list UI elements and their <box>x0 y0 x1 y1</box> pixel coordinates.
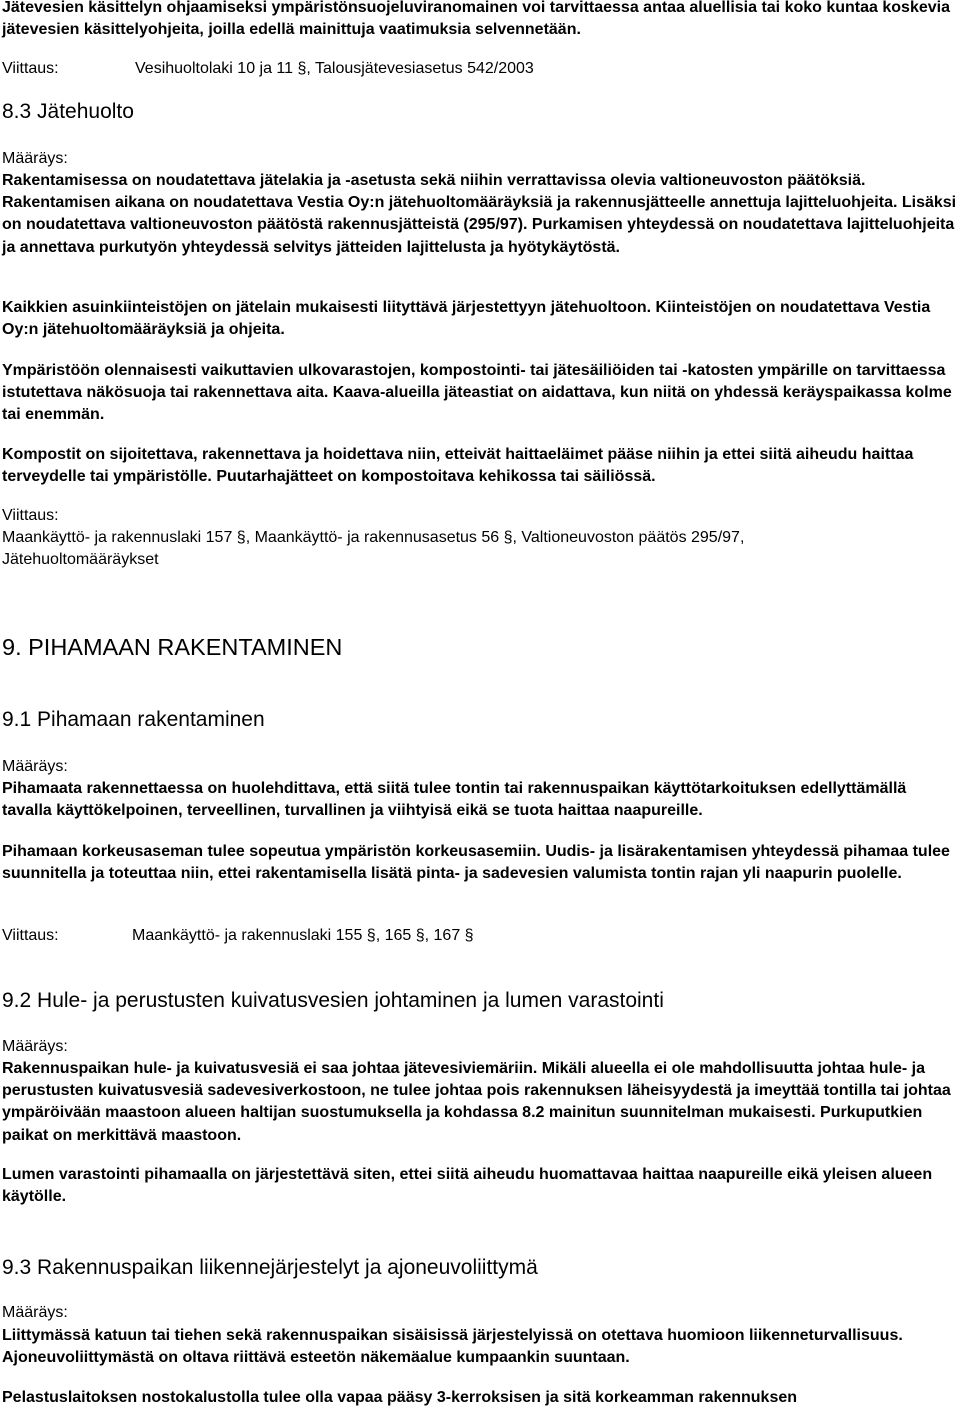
paragraph-text: Pihamaata rakennettaessa on huolehdittava, että siitä tulee tontin tai rakennuspaikan käyttötarkoituksen edellyttämällä tavalla käyttökelpoinen, terveellinen, turvallinen ja viihtyisä eikä se tuota haittaa naapureille. <box>2 780 907 820</box>
section-heading-8-3 <box>2 99 958 125</box>
section-8-3-paragraph-1 <box>2 170 958 259</box>
regulation-label: Määräys: <box>2 1038 68 1055</box>
chapter-heading-9: 9. PIHAMAAN RAKENTAMINEN <box>2 634 343 660</box>
section-heading-9-2: 9.2 Hule- ja perustusten kuivatusvesien johtaminen ja lumen varastointi <box>2 989 664 1012</box>
paragraph-text: Liittymässä katuun tai tiehen sekä rakennuspaikan sisäisissä järjestelyissä on otettava huomioon liikenneturvallisuus. Ajoneuvoliittymästä on oltava riittävä esteetön näkemäalue kumpaankin suuntaan. <box>2 1327 903 1367</box>
section-9-3-paragraph-2 <box>2 1387 958 1409</box>
section-heading-9-1: 9.1 Pihamaan rakentaminen <box>2 708 265 731</box>
section-9-1-paragraph-2 <box>2 841 958 885</box>
reference-text: Maankäyttö- ja rakennuslaki 155 §, 165 §, 167 § <box>132 927 474 944</box>
section-9-1-paragraph-1 <box>2 778 958 822</box>
intro-paragraph <box>2 0 958 41</box>
section-9-2-paragraph-1 <box>2 1058 958 1147</box>
section-8-3-paragraph-3 <box>2 360 958 427</box>
paragraph-text: Kaikkien asuinkiinteistöjen on jätelain mukaisesti liityttävä järjestettyyn jätehuoltoon. Kiinteistöjen on noudatettava Vestia Oy:n jätehuoltomääräyksiä ja ohjeita. <box>2 299 931 339</box>
reference-text: Vesihuoltolaki 10 ja 11 §, Talousjätevesiasetus 542/2003 <box>135 60 534 77</box>
regulation-label: Määräys: <box>2 150 68 167</box>
reference-label-8-3: Viittaus: <box>2 507 59 524</box>
section-heading-9-3: 9.3 Rakennuspaikan liikennejärjestelyt ja ajoneuvoliittymä <box>2 1256 538 1279</box>
section-8-3-paragraph-4 <box>2 444 958 488</box>
paragraph-text: Lumen varastointi pihamaalla on järjestettävä siten, ettei siitä aiheudu huomattavaa haittaa naapureille eikä yleisen alueen käytölle. <box>2 1166 933 1206</box>
section-title: 8.3 Jätehuolto <box>2 100 134 123</box>
intro-text: Jätevesien käsittelyn ohjaamiseksi ympäristönsuojeluviranomainen voi tarvittaessa antaa aluellisia tai koko kuntaa koskevia jätevesien käsittelyohjeita, joilla edellä mainittuja vaatimuksia selvennetään. <box>2 0 950 39</box>
paragraph-text: Kompostit on sijoitettava, rakennettava ja hoidettava niin, etteivät haittaeläimet pääse niihin ja ettei siitä aiheudu haittaa terveydelle tai ympäristölle. Puutarhajätteet on kompostoitava kehikossa tai säiliössä. <box>2 446 914 486</box>
regulation-label: Määräys: <box>2 758 68 775</box>
reference-line-9-1 <box>2 925 958 947</box>
reference-text-8-3: Maankäyttö- ja rakennuslaki 157 §, Maankäyttö- ja rakennusasetus 56 §, Valtioneuvoston päätös 295/97, Jätehuoltomääräykset <box>2 529 745 568</box>
section-9-2-paragraph-2 <box>2 1164 958 1208</box>
reference-line <box>2 58 958 80</box>
paragraph-text: Rakennuspaikan hule- ja kuivatusvesiä ei saa johtaa jätevesiviemäriin. Mikäli alueella ei ole mahdollisuutta johtaa hule- ja perustusten kuivatusvesiä sadevesiverkostoon, ne tulee johtaa pois rakennuksen läheisyydestä ja imeyttää tontilla tai johtaa ympäröivään maastoon alueen haltijan suostumuksella ja kohdassa 8.2 mainitun suunnitelman mukaisesti. Purkuputkien paikat on merkittävä maastoon. <box>2 1060 951 1144</box>
paragraph-text: Pihamaan korkeusaseman tulee sopeutua ympäristön korkeusasemiin. Uudis- ja lisärakentamisen yhteydessä pihamaa tulee suunnitella ja toteuttaa niin, ettei rakentamisella lisätä pinta- ja sadevesien valumista tontin rajan yli naapurin puolelle. <box>2 843 950 883</box>
paragraph-text: Ympäristöön olennaisesti vaikuttavien ulkovarastojen, kompostointi- tai jätesäiliöiden tai -katosten ympärille on tarvittaessa istutettava näkösuoja tai rakennettava aita. Kaava-alueilla jäteastiat on aidattava, kun niitä on yhdessä keräyspaikassa kolme tai enemmän. <box>2 362 952 424</box>
paragraph-text: Pelastuslaitoksen nostokalustolla tulee olla vapaa pääsy 3-kerroksisen ja sitä korkeamman rakennuksen <box>2 1389 798 1406</box>
paragraph-text: Rakentamisessa on noudatettava jätelakia ja -asetusta sekä niihin verrattavissa olevia valtioneuvoston päätöksiä. Rakentamisen aikana on noudatettava Vestia Oy:n jätehuoltomääräyksiä ja rakennusjätteelle annettuja lajitteluohjeita. Lisäksi on noudatettava valtioneuvoston päätöstä rakennusjätteistä (295/97). Purkamisen yhteydessä on noudatettava lajitteluohjeita ja annettava purkutyön yhteydessä selvitys jätteiden lajittelusta ja hyötykäytöstä. <box>2 172 957 256</box>
regulation-label: Määräys: <box>2 1304 68 1321</box>
section-8-3-paragraph-2 <box>2 297 958 341</box>
reference-label: Viittaus: <box>2 60 59 77</box>
section-9-3-paragraph-1 <box>2 1325 958 1369</box>
reference-label: Viittaus: <box>2 927 59 944</box>
